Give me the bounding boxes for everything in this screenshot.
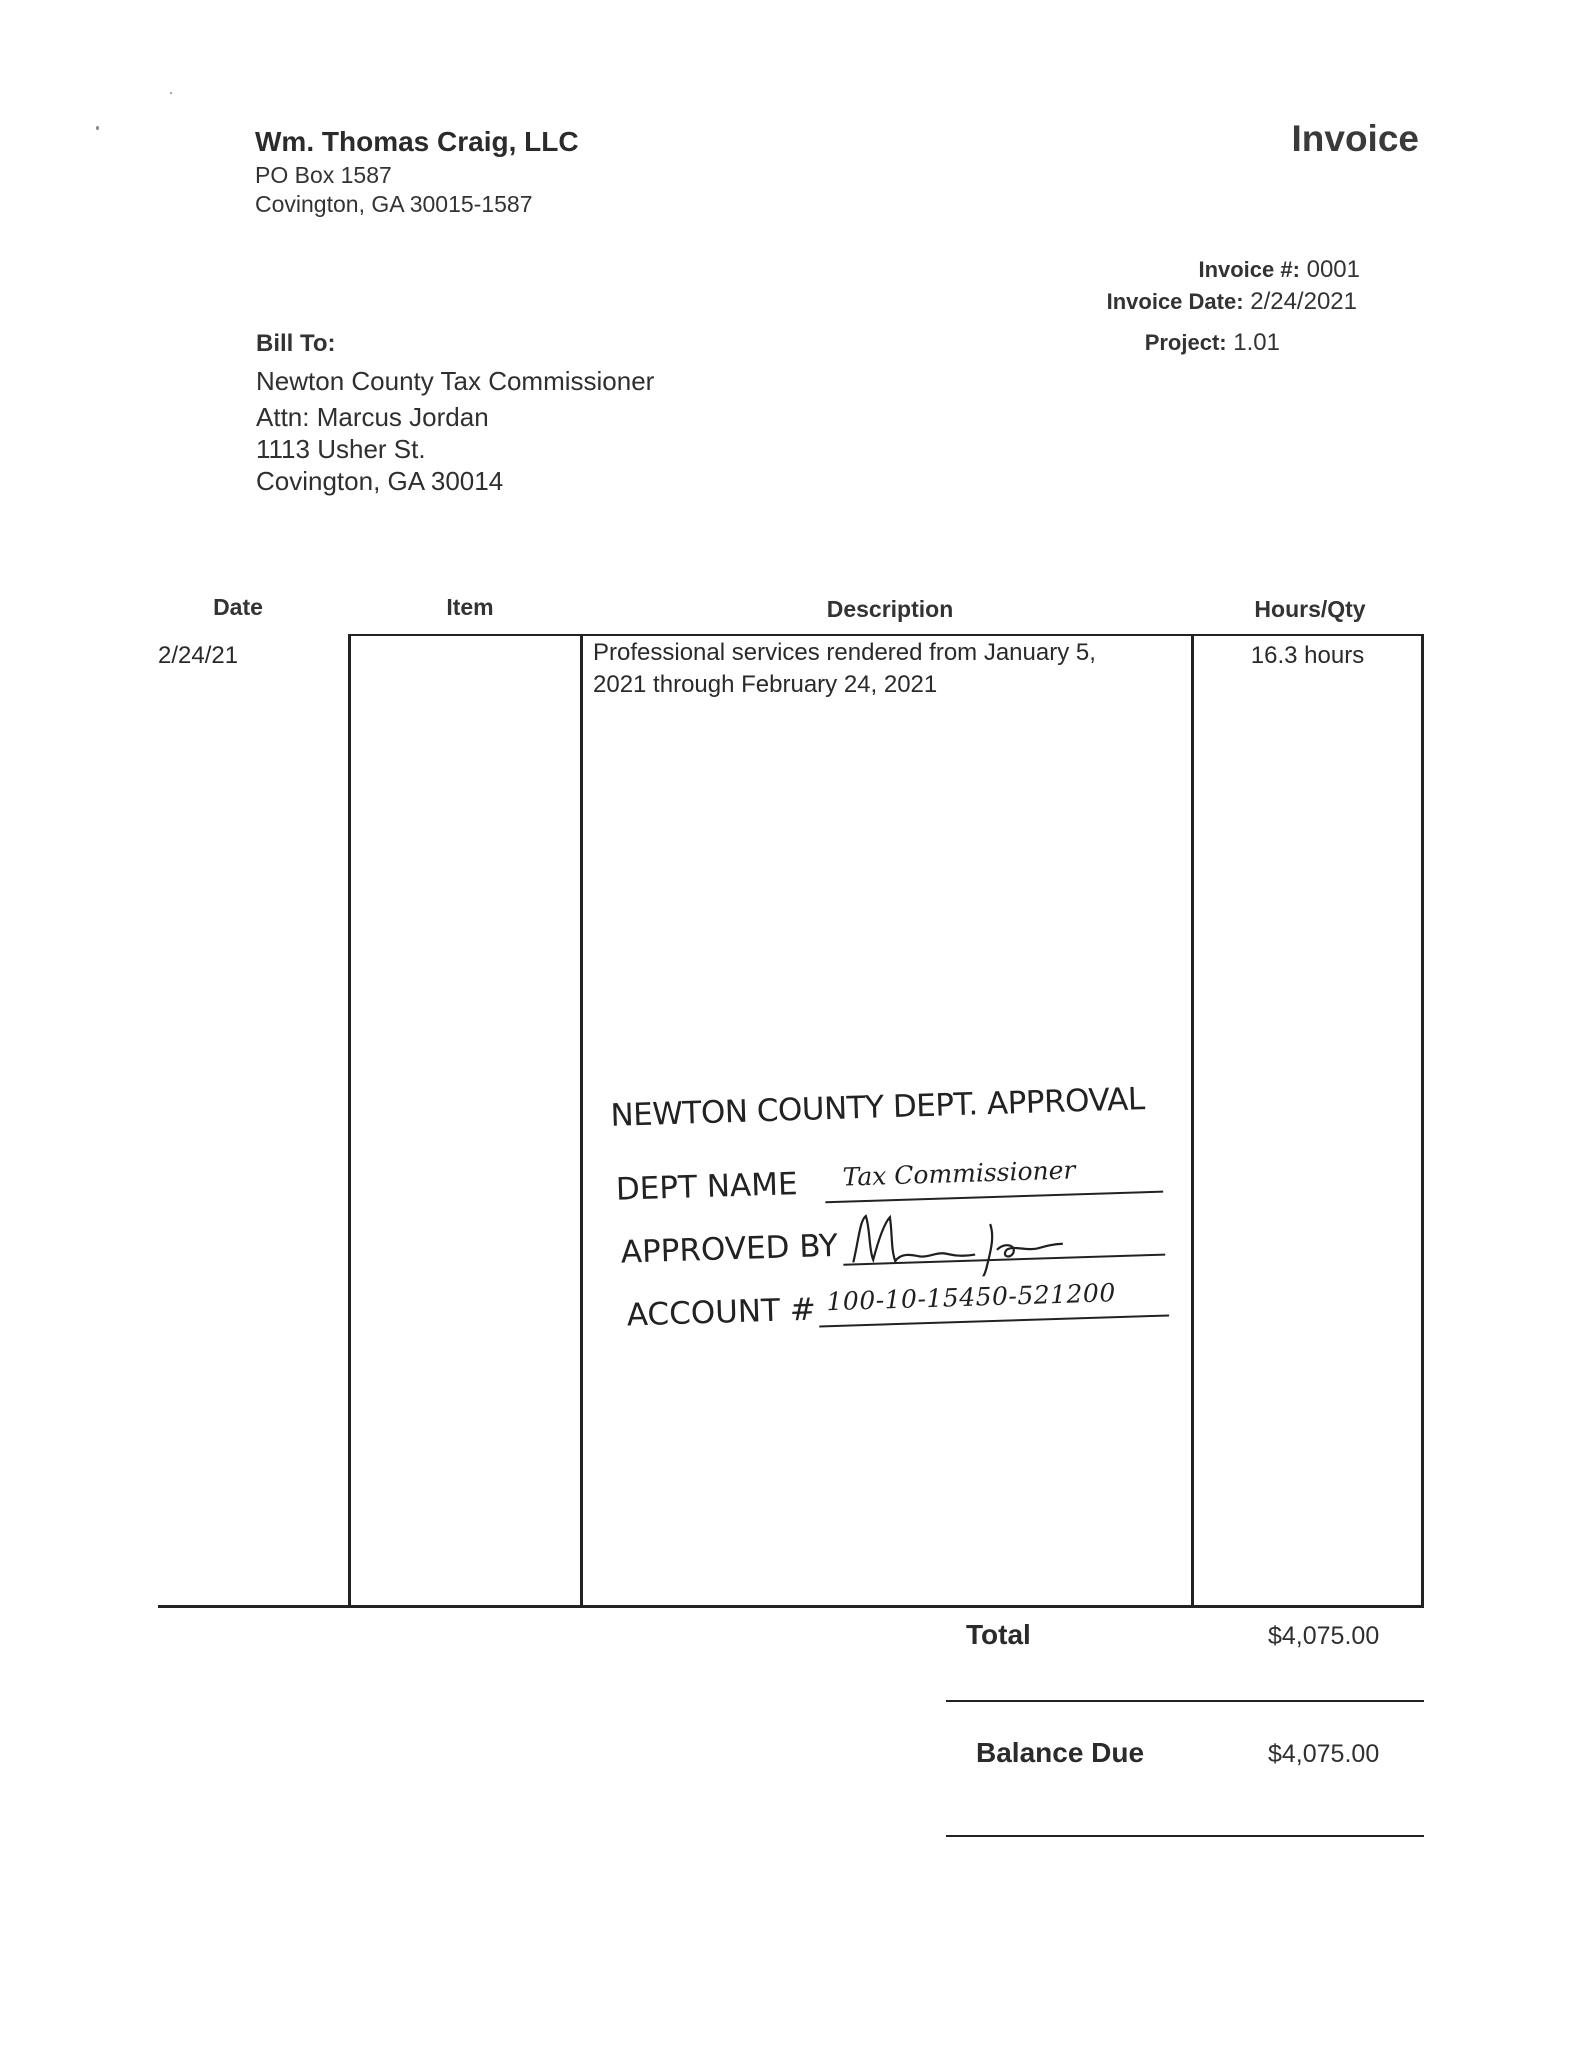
row-description-line1: Professional services rendered from January 5, — [593, 639, 1096, 666]
stamp-account-value: 100-10-15450-521200 — [826, 1278, 1117, 1317]
stamp-account-underline — [819, 1314, 1169, 1327]
total-value: $4,075.00 — [1268, 1622, 1380, 1650]
stamp-approved-label: APPROVED BY — [620, 1227, 839, 1271]
invoice-number-label: Invoice #: — [1198, 257, 1300, 282]
balance-due-rule — [946, 1835, 1424, 1837]
company-address-line2: Covington, GA 30015-1587 — [255, 191, 533, 217]
project-row — [1145, 329, 1280, 357]
invoice-number-value: 0001 — [1306, 256, 1360, 283]
stamp-title: NEWTON COUNTY DEPT. APPROVAL — [609, 1081, 1146, 1134]
column-header-item: Item — [446, 594, 494, 620]
balance-due-value: $4,075.00 — [1268, 1740, 1380, 1768]
bill-to-attn: Attn: Marcus Jordan — [256, 402, 489, 432]
stamp-account-label: ACCOUNT # — [626, 1291, 817, 1334]
table-divider-2 — [580, 634, 583, 1607]
approval-stamp — [608, 1080, 1176, 1347]
stamp-dept-label: DEPT NAME — [615, 1166, 799, 1208]
bill-to-name: Newton County Tax Commissioner — [256, 366, 655, 396]
column-header-date: Date — [213, 594, 263, 620]
invoice-date-label: Invoice Date: — [1106, 289, 1244, 314]
scan-speck — [96, 126, 99, 130]
scan-speck — [170, 92, 172, 94]
project-label: Project: — [1144, 330, 1227, 355]
table-top-border — [348, 634, 1422, 636]
project-value: 1.01 — [1233, 329, 1280, 356]
table-divider-1 — [348, 634, 351, 1607]
bill-to-street: 1113 Usher St. — [256, 434, 426, 464]
document-title: Invoice — [1291, 118, 1419, 159]
approver-signature — [840, 1203, 1082, 1281]
stamp-dept-underline — [825, 1191, 1163, 1204]
row-date: 2/24/21 — [158, 642, 239, 669]
stamp-dept-value: Tax Commissioner — [842, 1155, 1076, 1192]
company-name: Wm. Thomas Craig, LLC — [255, 126, 579, 157]
bill-to-label: Bill To: — [256, 330, 336, 357]
total-rule — [946, 1700, 1424, 1702]
bill-to-city: Covington, GA 30014 — [256, 466, 504, 496]
company-address-line1: PO Box 1587 — [255, 162, 392, 188]
table-divider-3 — [1191, 634, 1194, 1607]
invoice-number-row — [1198, 256, 1360, 284]
invoice-date-row — [1107, 288, 1357, 316]
row-description-line2: 2021 through February 24, 2021 — [593, 671, 938, 698]
balance-due-label: Balance Due — [976, 1737, 1145, 1768]
total-label: Total — [966, 1619, 1031, 1650]
column-header-description: Description — [826, 596, 954, 622]
column-header-hours: Hours/Qty — [1254, 596, 1366, 622]
table-right-border — [1421, 634, 1424, 1607]
row-qty: 16.3 hours — [1250, 642, 1365, 669]
invoice-date-value: 2/24/2021 — [1250, 288, 1357, 315]
